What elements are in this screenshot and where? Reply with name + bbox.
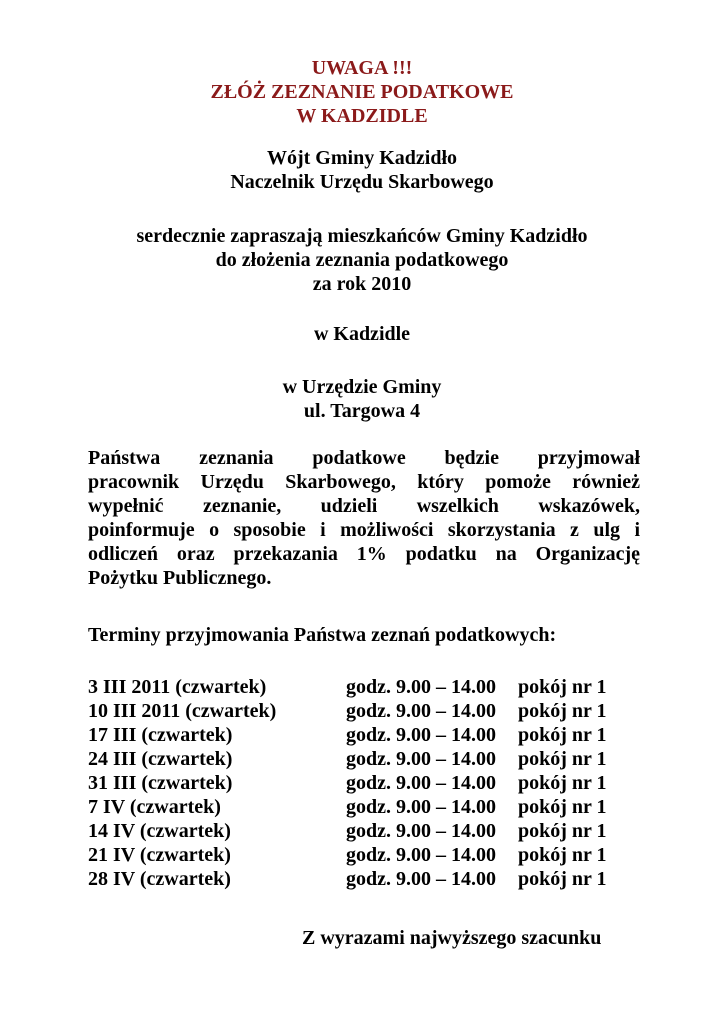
schedule-row — [88, 699, 648, 723]
schedule-room: pokój nr 1 — [518, 772, 607, 794]
schedule-date: 31 III (czwartek) — [88, 772, 233, 794]
schedule-row — [88, 843, 648, 867]
paragraph-line: Państwa zeznania podatkowe będzie przyjmował — [88, 447, 640, 469]
schedule-date: 7 IV (czwartek) — [88, 796, 221, 818]
schedule-room: pokój nr 1 — [518, 868, 607, 890]
paragraph-line: poinformuje o sposobie i możliwości skorzystania z ulg i — [88, 519, 640, 541]
organizer-line-2: Naczelnik Urzędu Skarbowego — [230, 171, 494, 193]
schedule-date: 21 IV (czwartek) — [88, 844, 231, 866]
heading-line-2: ZŁÓŻ ZEZNANIE PODATKOWE — [210, 81, 514, 103]
place-office — [0, 375, 724, 423]
paragraph-line: Pożytku Publicznego. — [88, 567, 272, 589]
notice-heading — [0, 56, 724, 128]
schedule-row — [88, 771, 648, 795]
paragraph-line: wypełnić zeznanie, udzieli wszelkich wskazówek, — [88, 495, 640, 517]
schedule-row — [88, 723, 648, 747]
invitation — [0, 224, 724, 296]
schedule-date: 28 IV (czwartek) — [88, 868, 231, 890]
schedule-row — [88, 675, 648, 699]
organizers — [0, 146, 724, 194]
invitation-line-1: serdecznie zapraszają mieszkańców Gminy Kadzidło — [136, 225, 588, 247]
place-office-line: w Urzędzie Gminy — [282, 376, 442, 398]
schedule-hours: godz. 9.00 – 14.00 — [346, 844, 496, 866]
schedule-room: pokój nr 1 — [518, 796, 607, 818]
schedule-date: 10 III 2011 (czwartek) — [88, 700, 277, 722]
schedule-row — [88, 819, 648, 843]
invitation-line-2: do złożenia zeznania podatkowego — [215, 249, 509, 271]
schedule-hours: godz. 9.00 – 14.00 — [346, 772, 496, 794]
paragraph-line: odliczeń oraz przekazania 1% podatku na Organizację — [88, 543, 640, 565]
schedule-date: 3 III 2011 (czwartek) — [88, 676, 267, 698]
schedule-hours: godz. 9.00 – 14.00 — [346, 820, 496, 842]
schedule-date: 24 III (czwartek) — [88, 748, 233, 770]
place-town — [0, 322, 724, 346]
schedule-room: pokój nr 1 — [518, 676, 607, 698]
schedule-room: pokój nr 1 — [518, 820, 607, 842]
organizer-line-1: Wójt Gminy Kadzidło — [266, 147, 457, 169]
schedule-hours: godz. 9.00 – 14.00 — [346, 748, 496, 770]
terms-title: Terminy przyjmowania Państwa zeznań podatkowych: — [88, 624, 557, 646]
heading-line-1: UWAGA !!! — [311, 57, 413, 79]
schedule-row — [88, 867, 648, 891]
place-street-line: ul. Targowa 4 — [303, 400, 421, 422]
info-paragraph — [88, 446, 640, 590]
place-town-line: w Kadzidle — [313, 323, 411, 345]
invitation-line-3: za rok 2010 — [312, 273, 412, 295]
schedule-date: 14 IV (czwartek) — [88, 820, 231, 842]
schedule-row — [88, 795, 648, 819]
schedule-list — [88, 675, 648, 891]
schedule-room: pokój nr 1 — [518, 700, 607, 722]
schedule-date: 17 III (czwartek) — [88, 724, 233, 746]
schedule-room: pokój nr 1 — [518, 748, 607, 770]
schedule-hours: godz. 9.00 – 14.00 — [346, 700, 496, 722]
schedule-hours: godz. 9.00 – 14.00 — [346, 796, 496, 818]
schedule-room: pokój nr 1 — [518, 724, 607, 746]
schedule-hours: godz. 9.00 – 14.00 — [346, 676, 496, 698]
heading-line-3: W KADZIDLE — [296, 105, 428, 127]
schedule-room: pokój nr 1 — [518, 844, 607, 866]
closing-line: Z wyrazami najwyższego szacunku — [302, 927, 602, 949]
paragraph-line: pracownik Urzędu Skarbowego, który pomoże również — [88, 471, 640, 493]
schedule-row — [88, 747, 648, 771]
schedule-hours: godz. 9.00 – 14.00 — [346, 724, 496, 746]
schedule-hours: godz. 9.00 – 14.00 — [346, 868, 496, 890]
